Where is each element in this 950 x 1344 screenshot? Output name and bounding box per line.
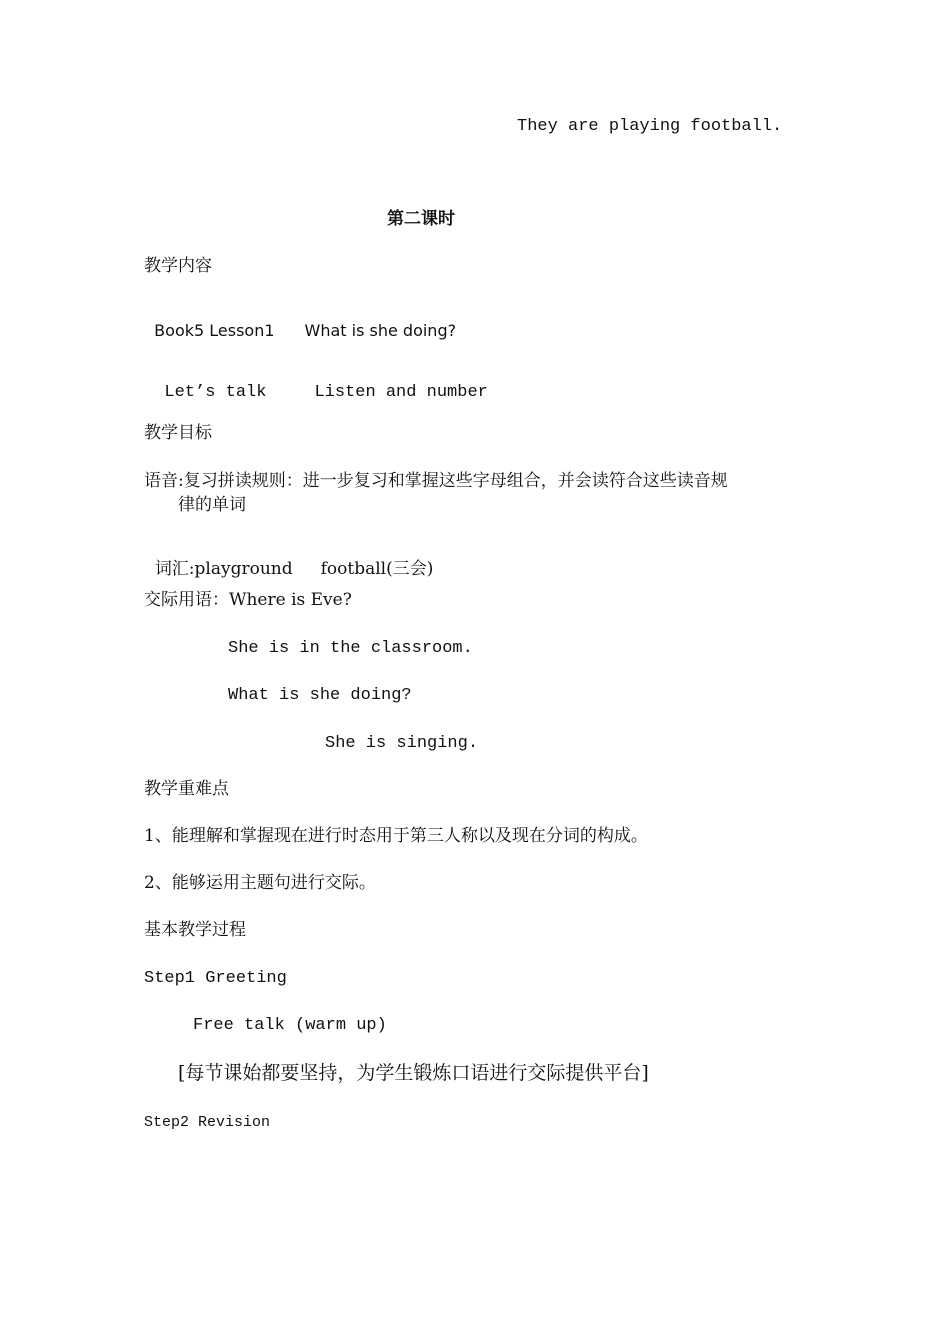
- communication-line-2: What is she doing?: [228, 686, 412, 705]
- communication-line-1: She is in the classroom.: [228, 639, 473, 658]
- vocab-words: football(三会): [320, 559, 434, 579]
- goals-heading: 教学目标: [144, 423, 212, 443]
- step1-note: [每节课始都要坚持，为学生锻炼口语进行交际提供平台]: [178, 1062, 649, 1084]
- activity-listen: Listen and number: [314, 383, 488, 402]
- vocab-line: [144, 544, 433, 578]
- step1-title: Step1 Greeting: [144, 969, 287, 988]
- lesson-line: [144, 307, 456, 339]
- activities-line: [144, 367, 488, 401]
- content-heading: 教学内容: [144, 256, 212, 276]
- step2-title: Step2 Revision: [144, 1114, 271, 1131]
- activity-talk: Let’s talk: [164, 383, 267, 402]
- top-sentence: They are playing football.: [517, 117, 783, 136]
- lesson-question: What is she doing?: [304, 321, 457, 340]
- communication-label: 交际用语：Where is Eve?: [144, 590, 352, 610]
- process-heading: 基本教学过程: [144, 920, 246, 940]
- key-point-item: 1、能理解和掌握现在进行时态用于第三人称以及现在分词的构成。: [144, 826, 648, 846]
- communication-line-3: She is singing.: [325, 734, 479, 753]
- vocab-label: 词汇:playground: [154, 559, 293, 579]
- phonetics-line-1: 语音:复习拼读规则：进一步复习和掌握这些字母组合，并会读符合这些读音规: [144, 471, 728, 491]
- phonetics-line-2: 律的单词: [178, 495, 246, 515]
- key-point-item: 2、能够运用主题句进行交际。: [144, 873, 376, 893]
- step1-activity: Free talk (warm up): [193, 1016, 387, 1035]
- key-points-heading: 教学重难点: [144, 779, 229, 799]
- lesson-book: Book5 Lesson1: [154, 321, 275, 340]
- section-title: 第二课时: [387, 209, 455, 229]
